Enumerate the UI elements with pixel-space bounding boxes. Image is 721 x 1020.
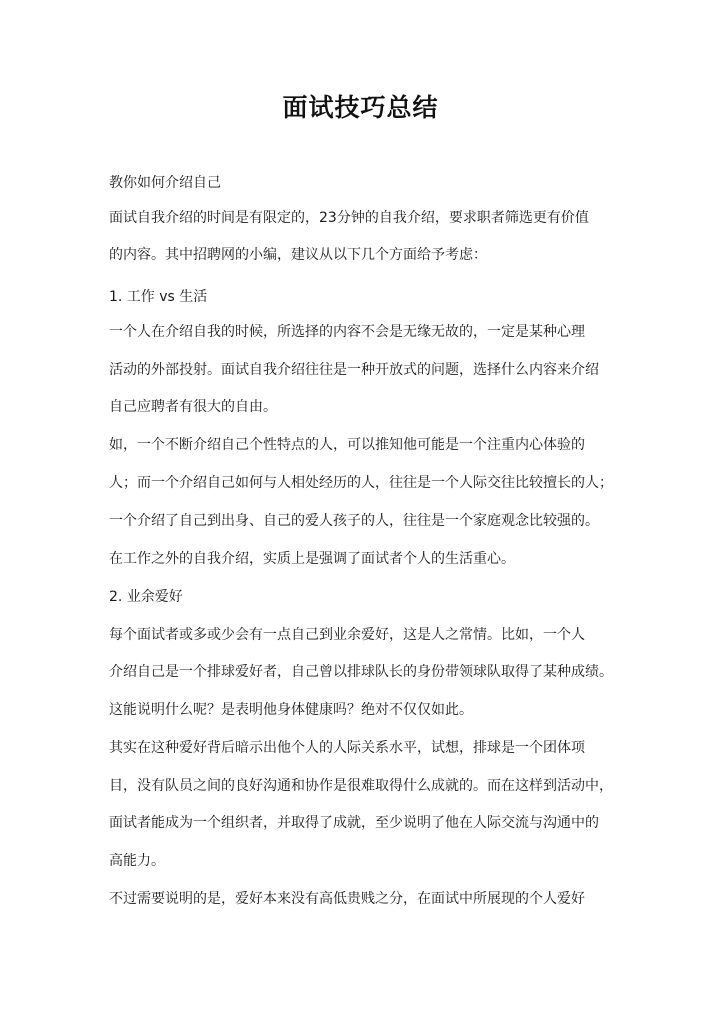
paragraph-line: 介绍自己是一个排球爱好者，自己曾以排球队长的身份带领球队取得了某种成绩。 <box>109 664 613 680</box>
paragraph-line: 如，一个不断介绍自己个性特点的人，可以推知他可能是一个注重内心体验的 <box>109 437 585 453</box>
paragraph-line: 自己应聘者有很大的自由。 <box>109 399 277 415</box>
paragraph-line: 每个面试者或多或少会有一点自己到业余爱好，这是人之常情。比如，一个人 <box>109 627 585 643</box>
section-heading: 2. 业余爱好 <box>109 589 183 605</box>
paragraph-line: 面试自我介绍的时间是有限定的，23分钟的自我介绍，要求职者筛选更有价值 <box>109 210 589 226</box>
paragraph-line: 这能说明什么呢？是表明他身体健康吗？绝对不仅仅如此。 <box>109 702 473 718</box>
paragraph-line: 高能力。 <box>109 853 165 869</box>
paragraph-line: 不过需要说明的是，爱好本来没有高低贵贱之分，在面试中所展现的个人爱好 <box>109 891 585 907</box>
paragraph-line: 面试者能成为一个组织者，并取得了成就，至少说明了他在人际交流与沟通中的 <box>109 815 599 831</box>
paragraph-line: 目，没有队员之间的良好沟通和协作是很难取得什么成就的。而在这样到活动中， <box>109 778 613 794</box>
paragraph-line: 活动的外部投射。面试自我介绍往往是一种开放式的问题，选择什么内容来介绍 <box>109 362 599 378</box>
document-title: 面试技巧总结 <box>282 93 439 122</box>
section-heading: 教你如何介绍自己 <box>109 175 221 191</box>
paragraph-line: 其实在这种爱好背后暗示出他个人的人际关系水平，试想，排球是一个团体项 <box>109 740 585 756</box>
paragraph-line: 一个介绍了自己到出身、自己的爱人孩子的人，往往是一个家庭观念比较强的。 <box>109 513 599 529</box>
paragraph-line: 人；而一个介绍自己如何与人相处经历的人，往往是一个人际交往比较擅长的人； <box>109 475 613 491</box>
paragraph-line: 的内容。其中招聘网的小编，建议从以下几个方面给予考虑： <box>109 247 487 263</box>
paragraph-line: 在工作之外的自我介绍，实质上是强调了面试者个人的生活重心。 <box>109 551 515 567</box>
section-heading: 1. 工作 vs 生活 <box>109 289 208 305</box>
paragraph-line: 一个人在介绍自我的时候，所选择的内容不会是无缘无故的，一定是某种心理 <box>109 324 585 340</box>
